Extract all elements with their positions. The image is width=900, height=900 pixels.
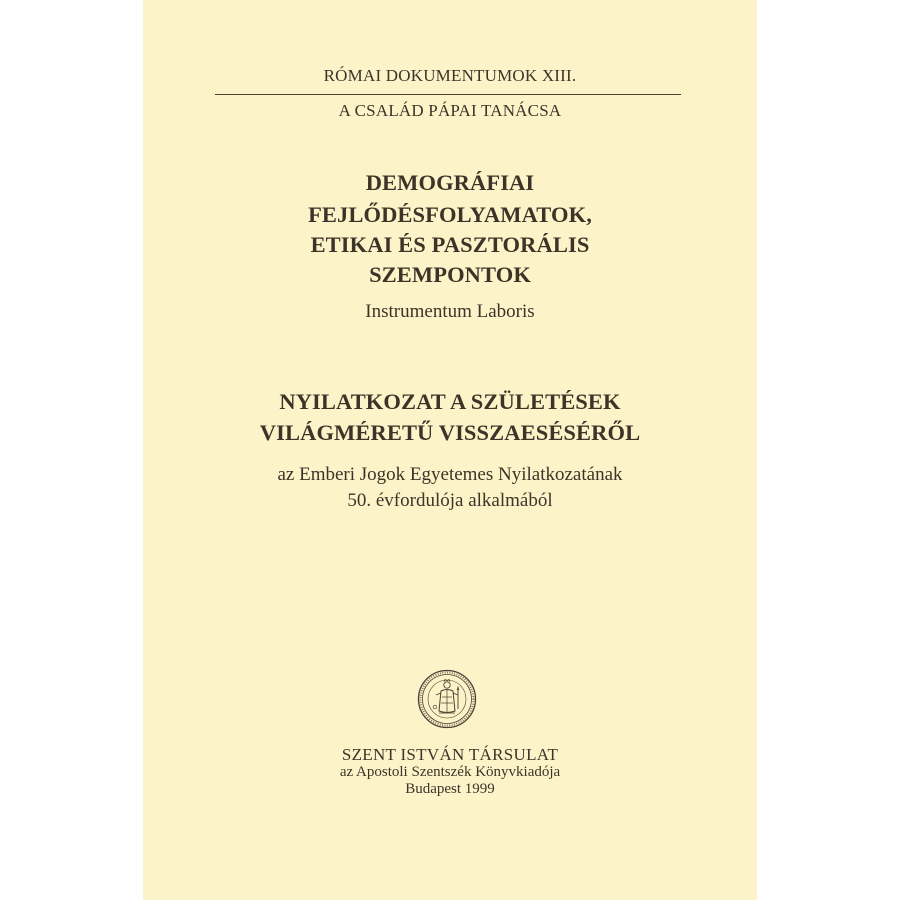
second-title-line-1: NYILATKOZAT A SZÜLETÉSEK [279,389,621,414]
second-title-line-2: VILÁGMÉRETŰ VISSZAESÉSÉRŐL [259,420,641,445]
main-title-line-2: FEJLŐDÉSFOLYAMATOK, [308,202,592,227]
publisher-name: SZENT ISTVÁN TÁRSULAT [341,745,559,764]
series-title: RÓMAI DOKUMENTUMOK XIII. [323,66,577,85]
author: A CSALÁD PÁPAI TANÁCSA [338,101,562,120]
publisher-subtitle: az Apostoli Szentszék Könyvkiadója [339,764,561,780]
second-subtitle-line-2: 50. évfordulója alkalmából [347,490,553,511]
main-title-line-3: ETIKAI ÉS PASZTORÁLIS [310,232,590,257]
main-title-line-4: SZEMPONTOK [369,262,531,287]
second-subtitle-line-1: az Emberi Jogok Egyetemes Nyilatkozatának [277,464,623,485]
book-cover [143,0,757,900]
place-and-year: Budapest 1999 [405,781,495,797]
main-subtitle: Instrumentum Laboris [365,301,535,322]
main-title-line-1: DEMOGRÁFIAI [365,170,535,195]
publisher-seal-icon [417,669,477,729]
header-divider [215,94,681,95]
